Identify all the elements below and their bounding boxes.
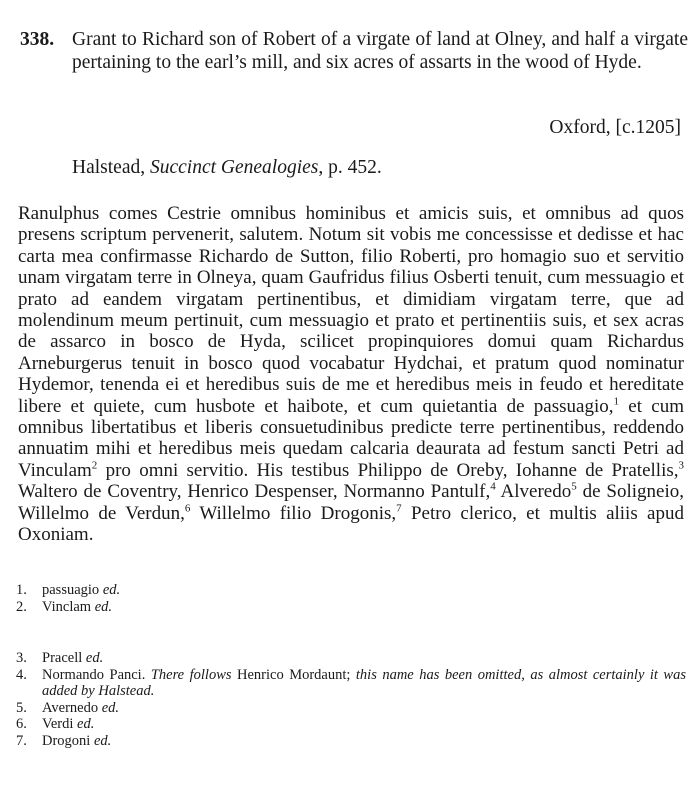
entry-number: 338.	[20, 29, 55, 50]
footnote-ref-7: 7	[396, 502, 402, 515]
footnote-number: 5.	[16, 699, 27, 716]
charter-text-segment: et cum omnibus libertatibus et liberis consuetudinibus predicte terre pertinentibus, reddendo annuatim mihi et heredibus meis quedam calcaria deaurata ad festum sancti Petri ad Vinculam	[18, 395, 684, 481]
footnote-ref-2: 2	[91, 459, 98, 472]
footnote	[16, 667, 686, 700]
footnote-text	[42, 733, 686, 750]
footnote-editor-comment: this name has been omitted, as almost certainly it was added by Halstead.	[42, 666, 686, 700]
footnote-editor-mark: ed.	[90, 732, 112, 749]
source-author: Halstead,	[72, 157, 146, 178]
footnote-number: 2.	[16, 598, 27, 615]
footnote-ref-6: 6	[184, 502, 191, 515]
footnote-number: 1.	[16, 582, 27, 598]
charter-text-segment: Waltero de Coventry, Henrico Despenser, Normanno Pantulf,	[18, 481, 491, 503]
place-date: Oxford, [c.1205]	[549, 117, 681, 138]
footnote-ref-3: 3	[678, 459, 684, 472]
entry-heading	[20, 28, 688, 74]
footnote	[16, 650, 686, 667]
footnote-editor-mark: ed.	[82, 650, 104, 666]
footnotes-group-1	[16, 582, 686, 615]
footnote-number: 4.	[16, 666, 27, 683]
footnote	[16, 599, 686, 616]
charter-text-segment: Willelmo filio Drogonis,	[190, 502, 397, 524]
charter-text-segment: de Soligneio, Willelmo de Verdun,	[18, 481, 684, 524]
footnote	[16, 700, 686, 717]
source-page: , p. 452.	[318, 157, 382, 178]
footnote	[16, 582, 686, 599]
footnote-reading: Vinclam	[42, 598, 92, 615]
footnote-reading: Normando Panci.	[42, 666, 146, 683]
footnote-text	[42, 582, 686, 599]
charter-text	[18, 203, 684, 546]
footnote-number: 6.	[16, 716, 27, 733]
footnote-reading: passuagio	[42, 582, 100, 598]
footnote	[16, 733, 686, 750]
footnote-reading: Henrico Mordaunt;	[231, 666, 351, 683]
footnote-editor-mark: ed.	[98, 699, 120, 716]
footnote-reading: Avernedo	[42, 699, 99, 716]
footnote-text	[42, 667, 686, 700]
footnote-number: 3.	[16, 650, 27, 666]
footnotes-group-2	[16, 650, 686, 750]
charter-text-segment: Ranulphus comes Cestrie omnibus hominibus et amicis suis, et omnibus ad quos presens scriptum pervenerit, salutem. Notum sit vobis me concessisse et dedisse et hac carta mea confirmasse Richardo de Sutton, filio Roberti, pro homagio suo et servitio unam virgatam terre in Olneya, quam Gaufridus filius Osberti tenuit, cum messuagio et prato ad eandem virgatam pertinentibus, et dimidiam virgatam terre, que ad molendinum meum pertinuit, cum messuagio et prato et pertinentiis suis, et sex acras de assarco in bosco de Hyda, scilicet propinquiores domui quam Richardus Arneburgerus tenuit in bosco quod vocabatur Hydchai, et pratum quod nominatur Hydemor, tenenda ei et heredibus suis de me et heredibus meis in feudo et hereditate libere et quiete, cum husbote et haibote, et cum quietantia de passuagio,	[18, 203, 684, 417]
source-work: Succinct Genealogies	[149, 157, 319, 178]
footnote-ref-1: 1	[613, 395, 619, 408]
footnote-editor-mark: ed.	[91, 598, 112, 615]
footnote-ref-5: 5	[571, 480, 577, 493]
footnote-text	[42, 716, 686, 733]
charter-text-segment: pro omni servitio. His testibus Philippo de Oreby, Iohanne de Pratellis,	[97, 459, 679, 481]
footnote-reading: Drogoni	[42, 732, 91, 749]
footnote-text	[42, 650, 686, 667]
footnote	[16, 716, 686, 733]
source-reference	[72, 156, 382, 179]
footnote-editor-mark: ed.	[73, 716, 95, 733]
entry-title: Grant to Richard son of Robert of a virgate of land at Olney, and half a virgate pertaining to the earl’s mill, and six acres of assarts in the wood of Hyde.	[72, 29, 688, 73]
charter-text-segment: Alveredo	[495, 481, 572, 503]
footnote-number: 7.	[16, 732, 27, 749]
charter-text-segment: Petro clerico, et multis aliis apud Oxoniam.	[18, 502, 684, 546]
footnote-editor-mark: There follows	[145, 666, 232, 683]
footnote-ref-4: 4	[490, 480, 496, 493]
footnote-reading: Pracell	[42, 650, 83, 666]
footnote-reading: Verdi	[42, 716, 74, 733]
footnote-text	[42, 599, 686, 616]
footnote-editor-mark: ed.	[99, 582, 121, 598]
footnote-text	[42, 700, 686, 717]
